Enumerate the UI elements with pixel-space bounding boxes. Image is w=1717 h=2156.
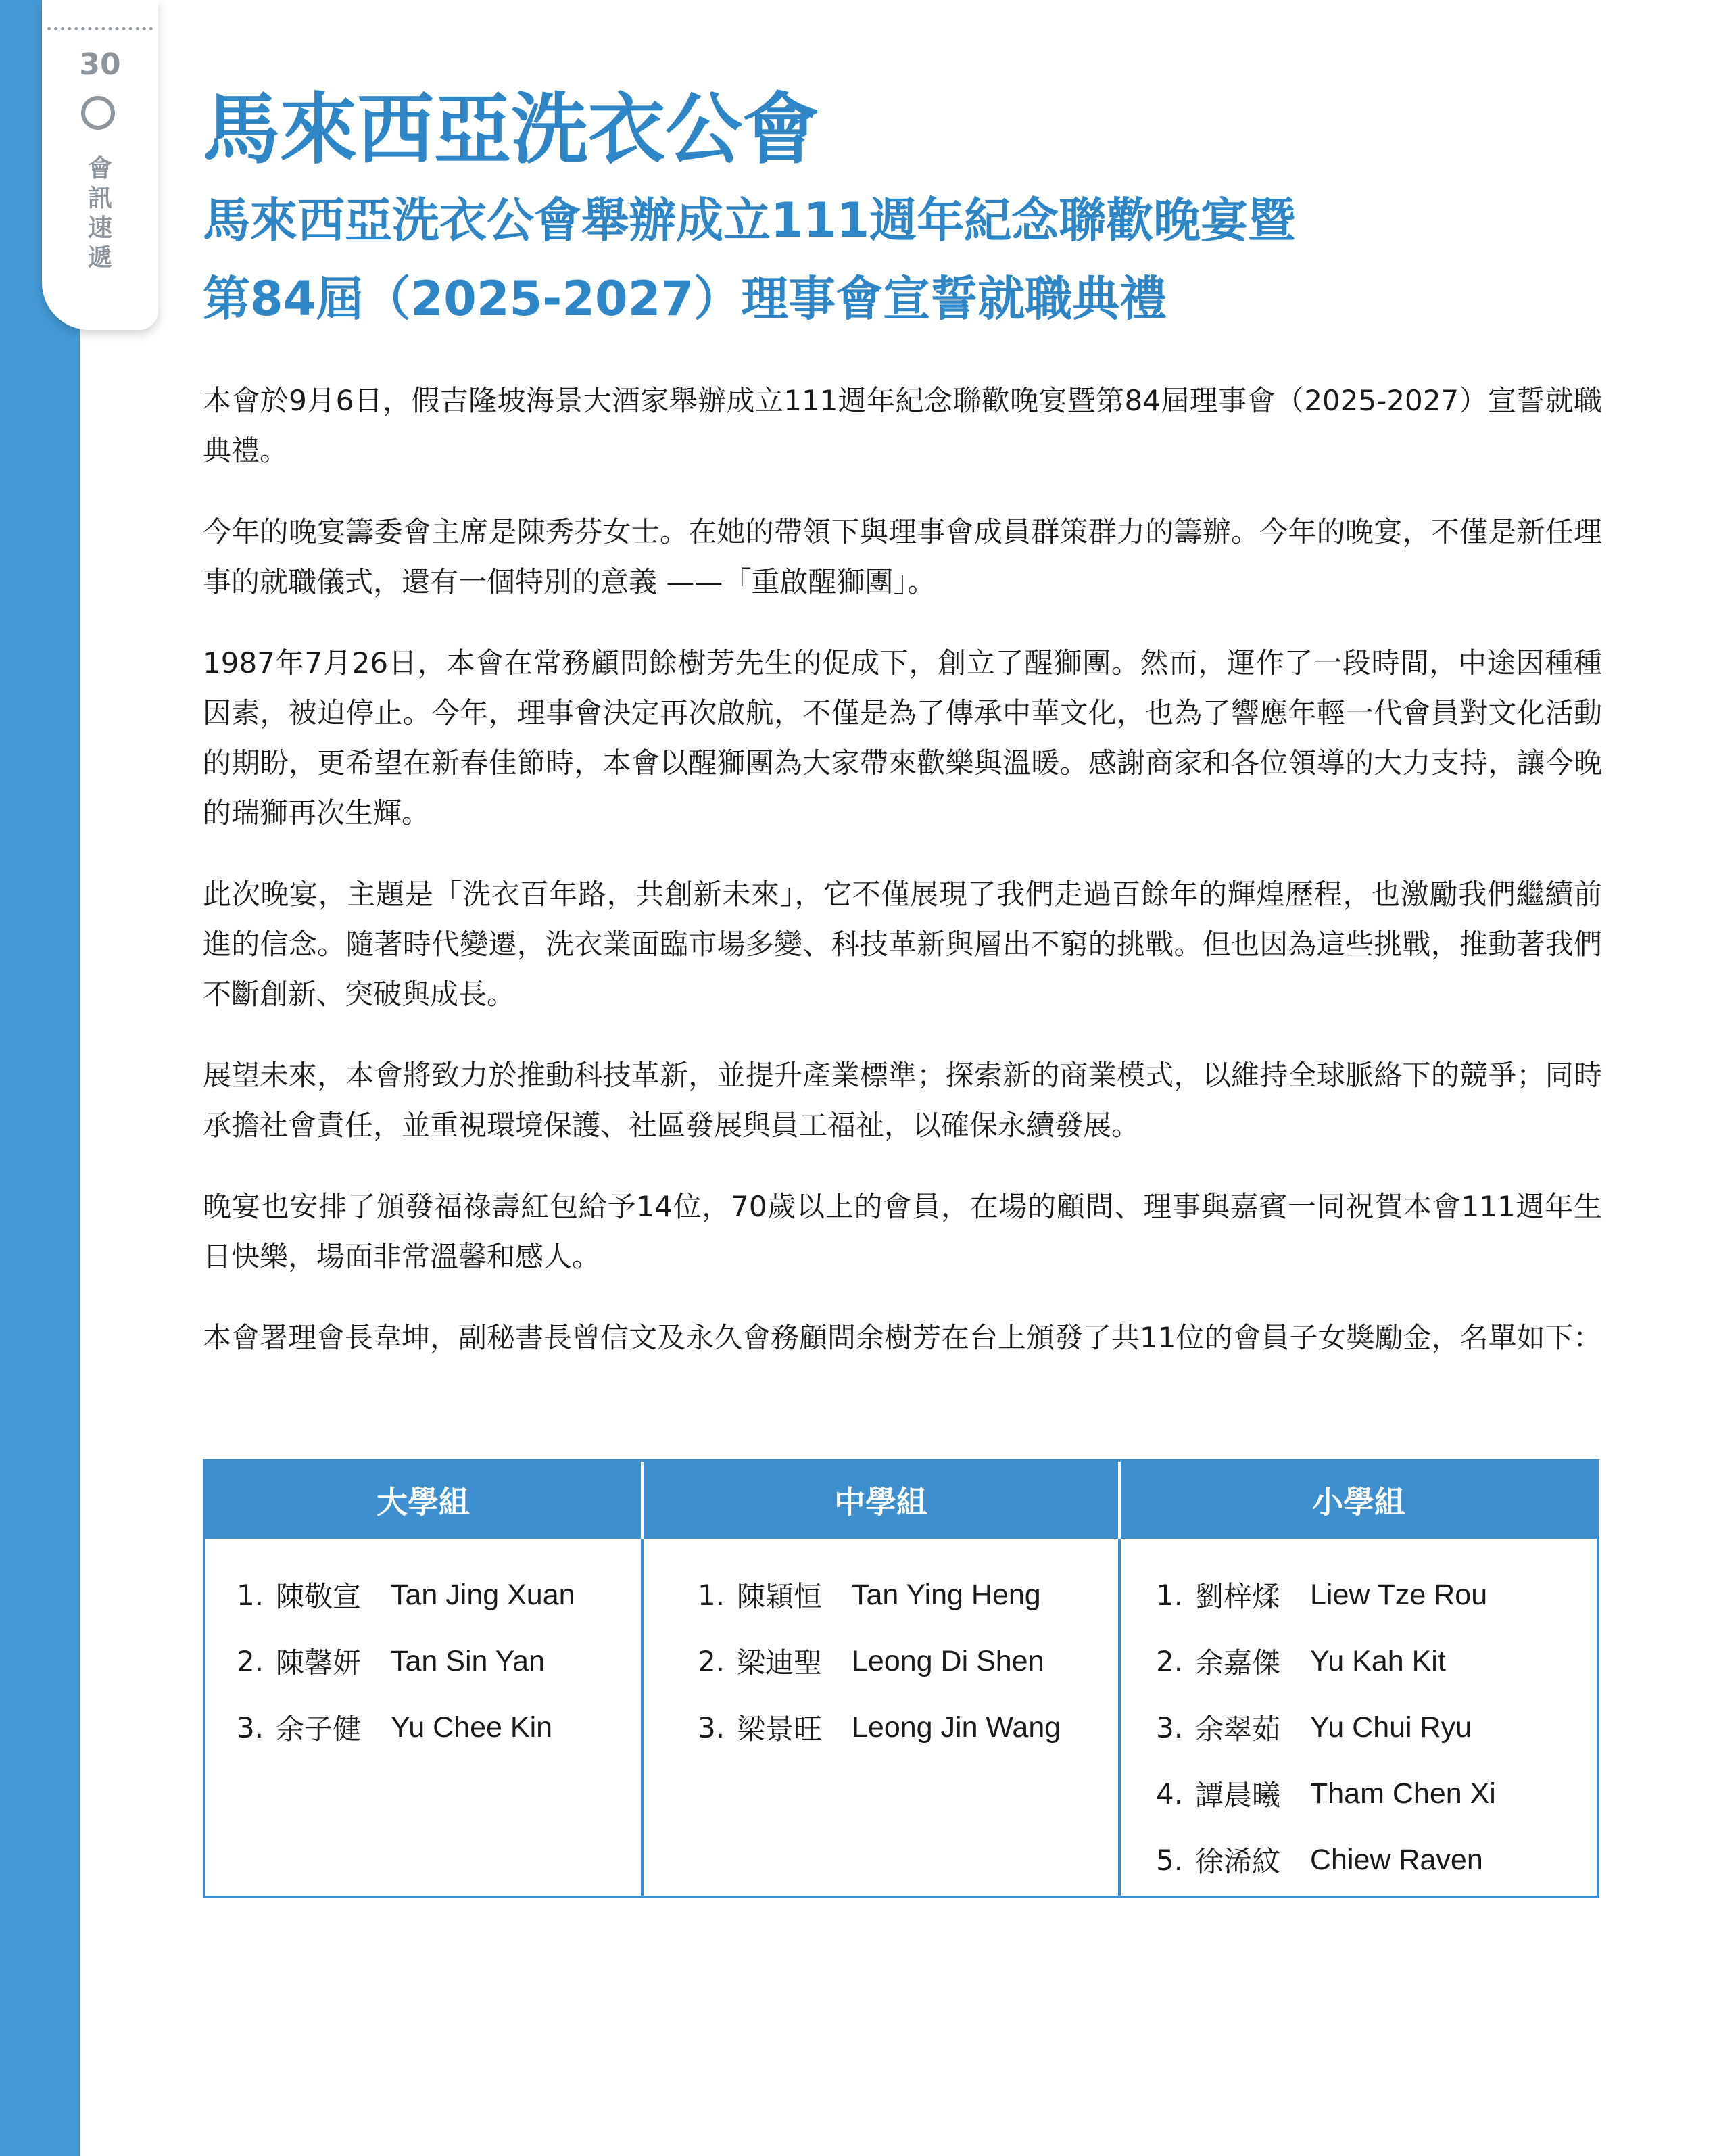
scholarship-table [203, 1459, 1599, 1898]
article-body [203, 376, 1602, 1394]
article-paragraph: 晚宴也安排了頒發福祿壽紅包給予14位，70歲以上的會員，在場的顧問、理事與嘉賓一同祝賀本會111週年生日快樂，場面非常溫馨和感人。 [203, 1190, 1602, 1273]
list-item: 1. 陳穎恒 Tan Ying Heng [698, 1578, 1041, 1613]
section-label-char: 速 [87, 214, 112, 242]
list-item: 1. 陳敬宣 Tan Jing Xuan [237, 1578, 575, 1613]
article-paragraph: 此次晚宴，主題是「洗衣百年路，共創新未來」，它不僅展現了我們走過百餘年的輝煌歷程，也激勵我們繼續前進的信念。隨著時代變遷，洗衣業面臨市場多變、科技革新與層出不窮的挑戰。但也因為這些挑戰，推動著我們不斷創新、突破與成長。 [203, 878, 1602, 1011]
section-tab [42, 0, 158, 330]
list-item: 1. 劉梓煣 Liew Tze Rou [1156, 1578, 1488, 1613]
subtitle-line-2: 第84屆（2025-2027）理事會宣誓就職典禮 [203, 271, 1167, 327]
article-paragraph: 展望未來，本會將致力於推動科技革新，並提升產業標準；探索新的商業模式，以維持全球脈絡下的競爭；同時承擔社會責任，並重視環境保護、社區發展與員工福祉，以確保永續發展。 [203, 1059, 1602, 1142]
header-primary: 小學組 [1119, 1462, 1597, 1539]
section-label-char: 會 [87, 155, 112, 183]
section-label [42, 154, 158, 273]
page-number: 30 [79, 47, 121, 82]
section-label-char: 訊 [87, 185, 112, 212]
circle-icon [81, 96, 115, 130]
table-body-row [205, 1539, 1597, 1896]
university-list [205, 1539, 642, 1896]
scholarship-table-grid [205, 1462, 1597, 1896]
list-item: 2. 余嘉傑 Yu Kah Kit [1156, 1644, 1446, 1679]
primary-list [1119, 1539, 1597, 1896]
subtitle-line-1: 馬來西亞洗衣公會舉辦成立111週年紀念聯歡晚宴暨 [203, 193, 1296, 248]
page-title: 馬來西亞洗衣公會 [203, 85, 820, 174]
article-paragraph: 今年的晚宴籌委會主席是陳秀芬女士。在她的帶領下與理事會成員群策群力的籌辦。今年的晚宴，不僅是新任理事的就職儀式，還有一個特別的意義 ——「重啟醒獅團」。 [203, 515, 1602, 598]
list-item: 5. 徐浠紋 Chiew Raven [1156, 1843, 1483, 1878]
header-university: 大學組 [205, 1462, 642, 1539]
list-item: 3. 余子健 Yu Chee Kin [237, 1710, 553, 1746]
page-subtitle [203, 181, 1295, 338]
list-item: 3. 余翠茹 Yu Chui Ryu [1156, 1710, 1472, 1746]
article-paragraph: 1987年7月26日，本會在常務顧問餘樹芳先生的促成下，創立了醒獅團。然而，運作了一段時間，中途因種種因素，被迫停止。今年，理事會決定再次啟航，不僅是為了傳承中華文化，也為了響應年輕一代會員對文化活動的期盼，更希望在新春佳節時，本會以醒獅團為大家帶來歡樂與溫暖。感謝商家和各位領導的大力支持，讓今晚的瑞獅再次生輝。 [203, 646, 1602, 830]
list-item: 2. 陳馨妍 Tan Sin Yan [237, 1644, 545, 1679]
list-item: 3. 梁景旺 Leong Jin Wang [698, 1710, 1061, 1746]
secondary-list [642, 1539, 1119, 1896]
table-header-row [205, 1462, 1597, 1539]
header-secondary: 中學組 [642, 1462, 1119, 1539]
section-label-char: 遞 [87, 244, 112, 272]
article-paragraph: 本會署理會長韋坤，副秘書長曾信文及永久會務顧問余樹芳在台上頒發了共11位的會員子女獎勵金，名單如下： [203, 1321, 1602, 1354]
article-paragraph: 本會於9月6日，假吉隆坡海景大酒家舉辦成立111週年紀念聯歡晚宴暨第84屆理事會（2025-2027）宣誓就職典禮。 [203, 384, 1602, 467]
tab-dotted-line [47, 27, 153, 30]
list-item: 4. 譚晨曦 Tham Chen Xi [1156, 1777, 1496, 1812]
list-item: 2. 梁迪聖 Leong Di Shen [698, 1644, 1044, 1679]
